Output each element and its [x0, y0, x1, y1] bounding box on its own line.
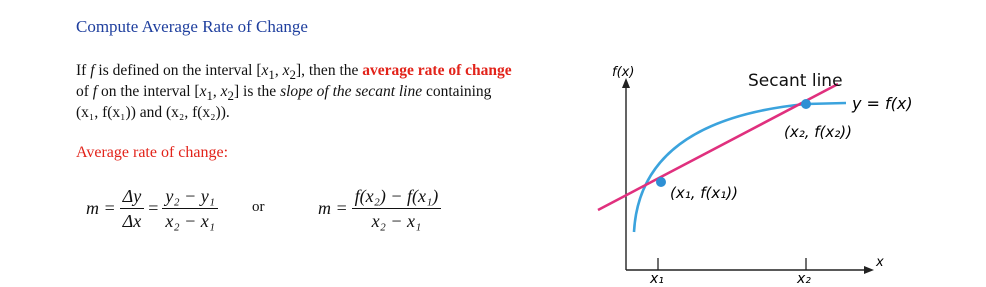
- x-axis-arrow: [864, 266, 874, 274]
- page-title: Compute Average Rate of Change: [76, 17, 308, 36]
- secant-line-label: Secant line: [748, 71, 843, 91]
- curve-label: y = f(x): [852, 94, 913, 113]
- point2-label: (x₂, f(x₂)): [784, 123, 853, 141]
- or-label: or: [252, 199, 265, 215]
- x-axis-label: x: [876, 255, 884, 270]
- formula-function: m = $\frac{\text{f(x₂) − f(x₁)}}{\text{x₂ − x₁}}$: [318, 186, 445, 231]
- x2-tick-label: x₂: [797, 271, 811, 287]
- emphasis-text: slope of the secant line: [280, 83, 423, 101]
- y-axis-label: f(x): [612, 65, 635, 80]
- average-rate-label: Average rate of change:: [76, 144, 229, 161]
- highlight-term: average rate of change: [362, 62, 512, 79]
- point1-label: (x₁, f(x₁)): [670, 184, 739, 202]
- formula-delta: m = $\frac{\Delta y}{\Delta x}$ = $\frac{\text{y₂ − y₁}}{\text{x₂ − x₁}}$: [86, 186, 222, 231]
- point-x1: [656, 177, 666, 187]
- x1-tick-label: x₁: [650, 271, 664, 287]
- point-x2: [801, 99, 811, 109]
- definition-paragraph: If f is defined on the interval [$x_1$, $x_2$], then the average rate of change of f on the interval [$x_1$, $x_2$] is the slope of the secant line containing (x₁, f(x₁)) and (x₂, f(x₂)).: [76, 62, 512, 122]
